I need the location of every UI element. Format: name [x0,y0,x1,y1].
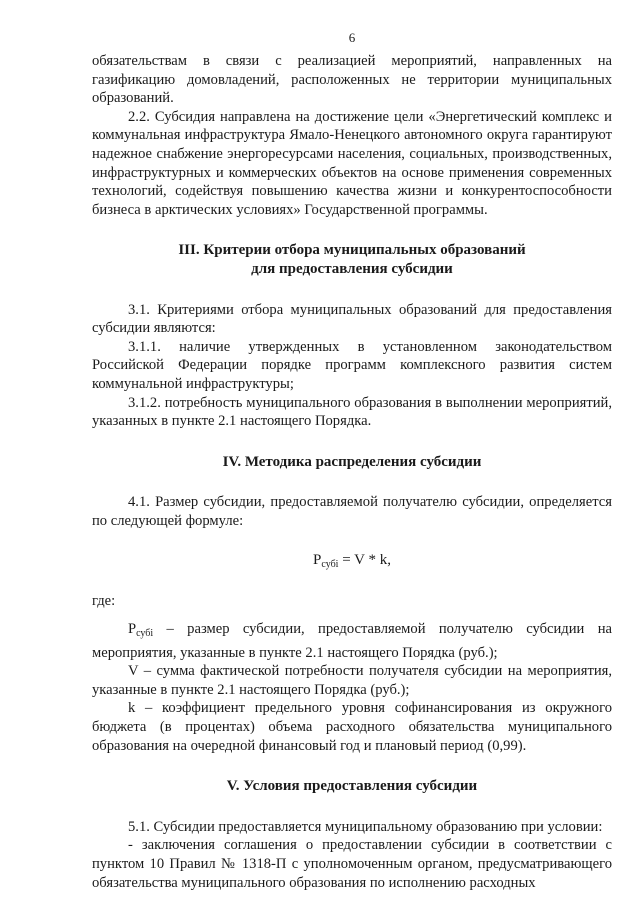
section-3-title-line2: для предоставления субсидии [251,260,453,277]
intro-continuation-paragraph: обязательствам в связи с реализацией мероприятий, направленных на газификацию домовладений, расположенных не территории муниципальных образований. [92,53,612,107]
where-label: где: [92,593,116,610]
definition-k: k – коэффициент предельного уровня софинансирования из окружного бюджета (в процентах) объема расходного обязательства муниципального образования на очередной финансовый год и плановый период (0,99). [92,700,612,754]
definition-p-symbol: P [128,621,137,638]
paragraph-2-2: 2.2. Субсидия направлена на достижение цели «Энергетический комплекс и коммунальная инфраструктура Ямало-Ненецкого автономного округа гарантируют надежное снабжение энергоресурсами населения, социальных, производственных, инфраструктурных и коммерческих объектов на основе применения современных технологий, содействуя повышению качества жизни и конкурентоспособности бизнеса в арктических условиях» Государственной программы. [92,108,612,218]
definition-p-subscript: субi [136,628,154,640]
section-3-heading [92,241,612,278]
page-number: 6 [348,30,356,45]
definition-p-text: – размер субсидии, предоставляемой получателю субсидии на мероприятия, указанные в пункте 2.1 настоящего Порядка (руб.); [92,621,612,661]
section-3-title-line1: III. Критерии отбора муниципальных образований [178,242,526,259]
formula-expression: = V * k, [338,552,391,569]
formula-symbol: P [313,552,322,569]
paragraph-5-1: 5.1. Субсидии предоставляется муниципальному образованию при условии: [128,818,603,835]
subsidy-formula [92,552,612,570]
formula-subscript: субi [321,559,339,571]
paragraph-3-1-1: 3.1.1. наличие утвержденных в установленном законодательством Российской Федерации порядке программ комплексного развития систем коммунальной инфраструктуры; [92,338,612,392]
paragraph-3-1-2: 3.1.2. потребность муниципального образования в выполнении мероприятий, указанных в пункте 2.1 настоящего Порядка. [92,394,612,430]
paragraph-3-1: 3.1. Критериями отбора муниципальных образований для предоставления субсидии являются: [92,301,612,337]
definition-v: V – сумма фактической потребности получателя субсидии на мероприятия, указанные в пункте 2.1 настоящего Порядка (руб.); [92,663,612,698]
section-4-heading: IV. Методика распределения субсидии [222,453,482,470]
paragraph-5-1-condition: - заключения соглашения о предоставлении субсидии в соответствии с пунктом 10 Правил № 1318-П с уполномоченным органом, предусматривающего обязательства муниципального образования по исполнению расходных [92,837,612,891]
definition-p [92,620,612,662]
paragraph-4-1: 4.1. Размер субсидии, предоставляемой получателю субсидии, определяется по следующей формуле: [92,494,612,529]
section-5-heading: V. Условия предоставления субсидии [226,778,478,795]
